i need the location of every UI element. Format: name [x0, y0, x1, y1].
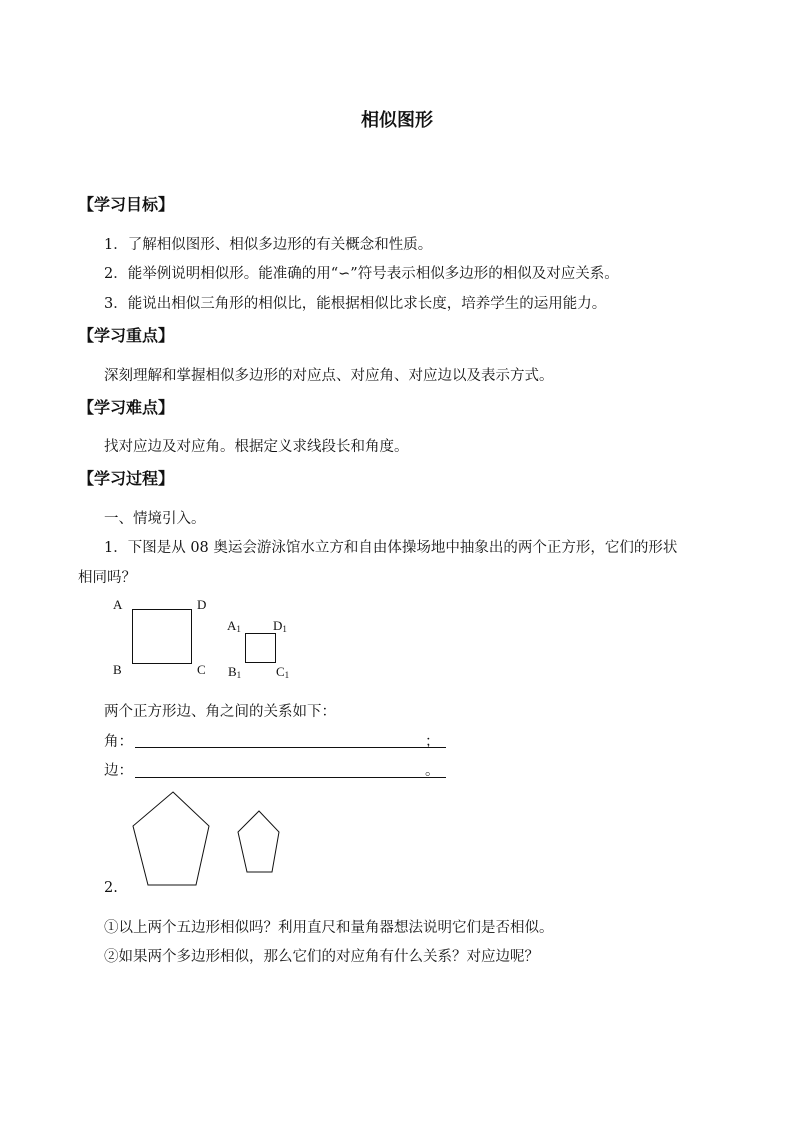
large-pentagon [133, 792, 209, 885]
label-C: C [197, 662, 206, 677]
difficulties-text: 找对应边及对应角。根据定义求线段长和角度。 [104, 439, 409, 455]
question-2-item-2: ②如果两个多边形相似，那么它们的对应角有什么关系？对应边呢？ [104, 949, 539, 965]
side-blank [135, 777, 446, 778]
goal-item-1: 1．了解相似图形、相似多边形的有关概念和性质。 [104, 237, 433, 253]
angle-blank [135, 747, 446, 748]
goal-item-2: 2．能举例说明相似形。能准确的用“∽”符号表示相似多边形的相似及对应关系。 [104, 266, 619, 282]
page-title: 相似图形 [361, 110, 433, 131]
large-square [132, 609, 192, 664]
goal-item-3: 3．能说出相似三角形的相似比，能根据相似比求长度，培养学生的运用能力。 [104, 296, 607, 312]
key-points-heading: 【学习重点】 [78, 326, 175, 345]
small-square [245, 633, 276, 663]
small-pentagon [238, 811, 279, 872]
label-C1: $C_1$ [276, 664, 290, 680]
relation-text: 两个正方形边、角之间的关系如下： [104, 704, 336, 720]
angle-label: 角： [104, 734, 133, 750]
question-2-item-1: ①以上两个五边形相似吗？利用直尺和量角器想法说明它们是否相似。 [104, 920, 554, 936]
angle-end: ； [425, 734, 440, 750]
question-1-line-2: 相同吗？ [78, 570, 136, 586]
goals-heading: 【学习目标】 [78, 195, 175, 214]
label-B: B [113, 662, 122, 677]
label-B1: $B_1$ [228, 664, 242, 680]
label-D: D [197, 597, 207, 612]
key-points-text: 深刻理解和掌握相似多边形的对应点、对应角、对应边以及表示方式。 [104, 368, 554, 384]
process-intro: 一、情境引入。 [104, 511, 206, 527]
difficulties-heading: 【学习难点】 [78, 398, 175, 417]
side-end: 。 [425, 763, 440, 779]
process-heading: 【学习过程】 [78, 469, 175, 488]
label-A1: $A_1$ [227, 618, 241, 634]
label-D1: $D_1$ [273, 618, 287, 634]
label-A: A [113, 597, 123, 612]
question-2-number: 2. [104, 880, 118, 896]
side-label: 边： [104, 763, 133, 779]
question-1-line-1: 1．下图是从 08 奥运会游泳馆水立方和自由体操场地中抽象出的两个正方形，它们的形状 [104, 540, 678, 556]
pentagons-figure [120, 785, 300, 895]
